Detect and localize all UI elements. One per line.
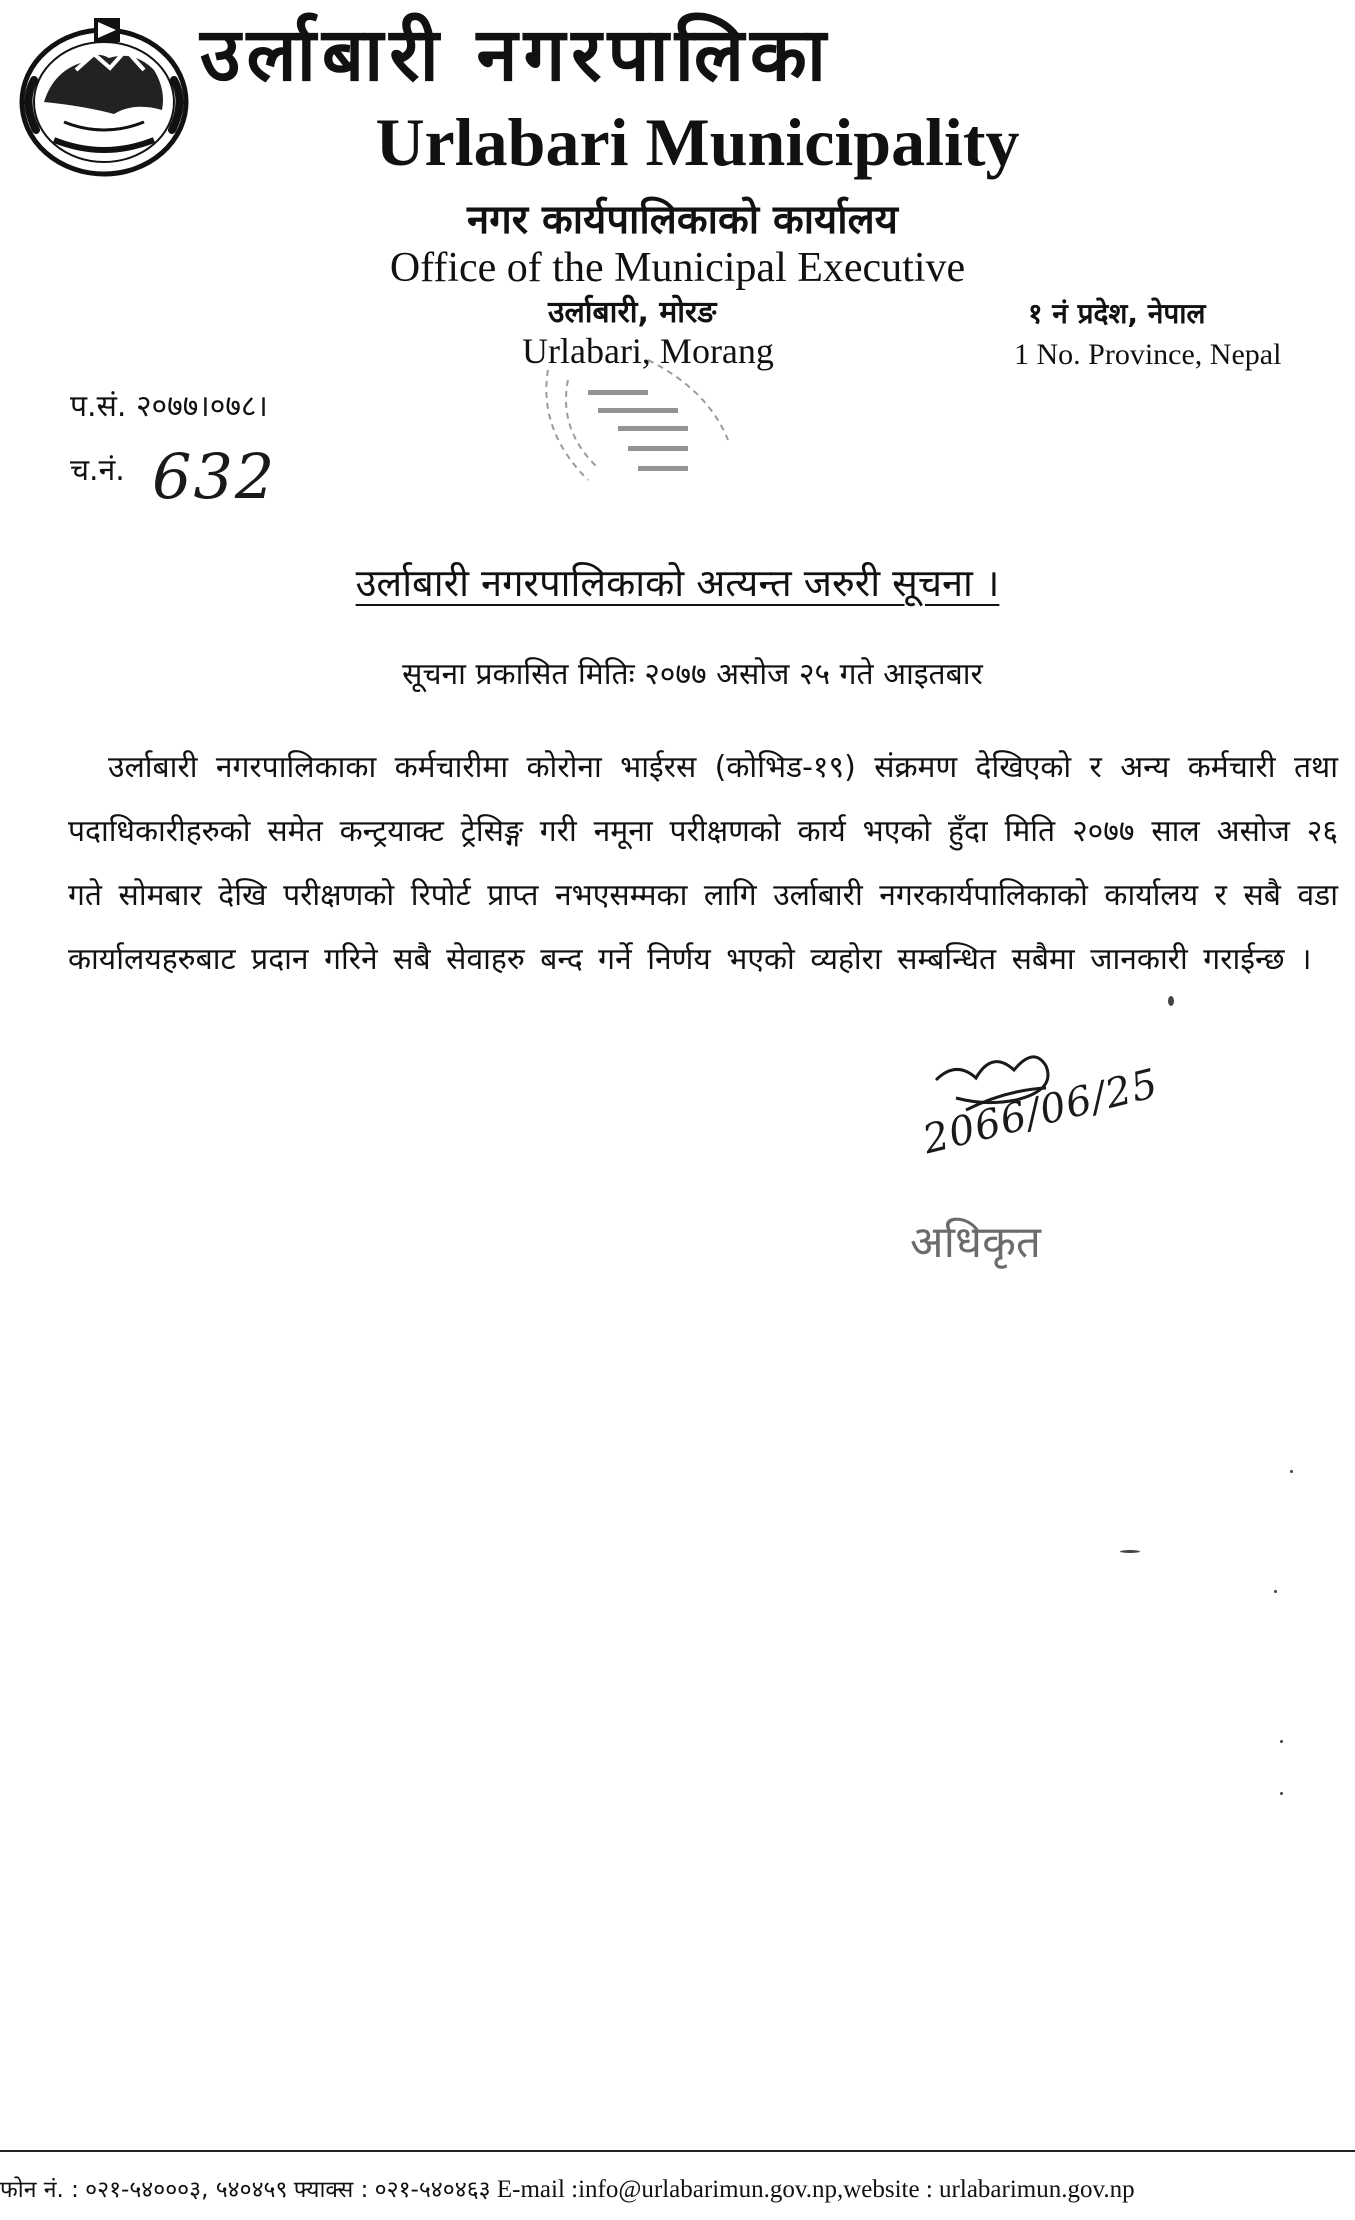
letterhead-province-nepali: १ नं प्रदेश, नेपाल: [1028, 297, 1206, 330]
letterhead-office-nepali: नगर कार्यपालिकाको कार्यालय: [467, 197, 898, 243]
letterhead-place-english: Urlabari, Morang: [522, 331, 774, 371]
footer-contact: [0, 2172, 1355, 2204]
reference-cn-label: च.नं.: [70, 453, 125, 488]
footer-fax-label: फ्याक्स :: [293, 2177, 369, 2203]
signature-date: 2066/06/25: [918, 1060, 1163, 1164]
footer-fax-value: ०२१-५४०४६३: [374, 2177, 491, 2203]
notice-body: उर्लाबारी नगरपालिकाका कर्मचारीमा कोरोना भाईरस (कोभिड-१९) संक्रमण देखिएको र अन्य कर्मचारी तथा पदाधिकारीहरुको समेत कन्ट्रयाक्ट ट्रेसिङ्ग गरी नमूना परीक्षणको कार्य भएको हुँदा मिति २०७७ साल असोज २६ गते सोमबार देखि परीक्षणको रिपोर्ट प्राप्त नभएसम्मका लागि उर्लाबारी नगरकार्यपालिकाको कार्यालय र सबै वडा कार्यालयहरुबाट प्रदान गरिने सबै सेवाहरु बन्द गर्ने निर्णय भएको व्यहोरा सम्बन्धित सबैमा जानकारी गराईन्छ ।: [68, 750, 1338, 977]
signatory-designation: अधिकृत: [910, 1217, 1041, 1268]
footer-rule: [0, 2150, 1355, 2152]
letterhead-office-english: Office of the Municipal Executive: [389, 245, 966, 291]
reference-ps: [70, 384, 268, 425]
footer-email-value: info@urlabarimun.gov.np,: [578, 2176, 844, 2203]
letterhead-place-nepali: उर्लाबारी, मोरङ: [548, 295, 717, 330]
reference-ps-value: २०७७।०७८।: [135, 389, 268, 424]
footer-email-label: E-mail :: [496, 2176, 579, 2203]
footer-phone-value: ०२१-५४०००३, ५४०४५९: [85, 2177, 288, 2203]
reference-ps-label: प.सं.: [70, 389, 127, 424]
footer-website-value: urlabarimun.gov.np: [939, 2176, 1135, 2203]
letterhead-province-english: 1 No. Province, Nepal: [1014, 338, 1282, 371]
official-stamp-icon: [528, 350, 748, 500]
letterhead-title-nepali: उर्लाबारी नगरपालिका: [200, 12, 833, 98]
footer-phone-label: फोन नं. :: [0, 2177, 79, 2203]
notice-title-text: उर्लाबारी नगरपालिकाको अत्यन्त जरुरी सूचना ।: [355, 561, 1000, 605]
footer-website-label: website :: [843, 2176, 933, 2203]
letterhead-title-english: Urlabari Municipality: [375, 104, 1020, 180]
notice-published-date: सूचना प्रकासित मितिः २०७७ असोज २५ गते आइतबार: [402, 657, 983, 692]
reference-cn-value: 632: [152, 440, 277, 513]
notice-title: [0, 556, 1355, 608]
